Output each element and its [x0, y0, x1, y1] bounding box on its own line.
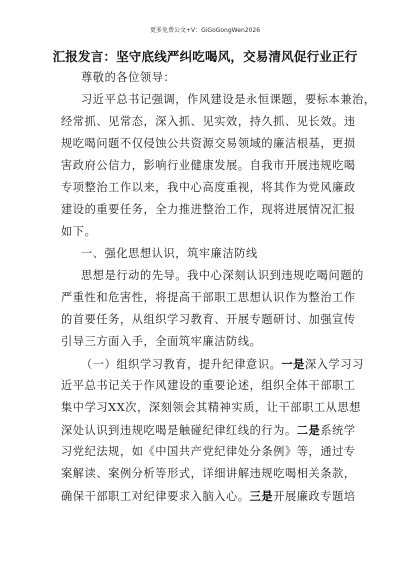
document-body: [61, 67, 376, 507]
paragraph-subsection1: [61, 353, 364, 507]
paragraph-line: [61, 485, 356, 507]
paragraph-intro: [61, 89, 376, 243]
text-span: 深入学习习: [304, 358, 364, 371]
paragraph-line: 建设的重要任务，全力推进整治工作，现将进展情况汇报: [61, 203, 356, 216]
paragraph-line: 害政府公信力，影响行业健康发展。自我市开展违规吃喝: [61, 159, 356, 172]
text-span: 开展廉政专题培: [273, 490, 356, 503]
paragraph-line: 专项整治工作以来，我中心高度重视，将其作为党风廉政: [61, 181, 356, 194]
bold-marker: 二是: [296, 423, 321, 437]
paragraph-line: 习近平总书记强调，作风建设是永恒课题，要标本兼治，: [81, 93, 376, 106]
salutation: 尊敬的各位领导：: [81, 71, 176, 84]
paragraph-line: 如下。: [61, 225, 97, 238]
subsection-heading: （一）组织学习教育，提升纪律意识。: [81, 358, 282, 371]
paragraph-section1: [61, 265, 364, 353]
paragraph-line: [61, 353, 364, 375]
paragraph-line: 集中学习XX次，深刻领会其精神实质，让干部职工从思想: [61, 401, 362, 414]
text-span: 深处认识到违规吃喝是触碰纪律红线的行为。: [61, 424, 297, 437]
paragraph-line: 严重性和危害性，将提高干部职工思想认识作为整治工作: [61, 291, 356, 304]
paragraph-line: [61, 419, 356, 441]
bold-marker: 一是: [281, 357, 305, 371]
bold-marker: 三是: [249, 489, 274, 503]
document-title: 汇报发言：坚守底线严纠吃喝风，交易清风促行业正行: [52, 49, 358, 64]
paragraph-line: 规吃喝问题不仅侵蚀公共资源交易领域的廉洁根基，更损: [61, 137, 356, 150]
paragraph-line: 经常抓、见常态，深入抓、见实效，持久抓、见长效。违: [61, 115, 356, 128]
paragraph-line: 近平总书记关于作风建设的重要论述，组织全体干部职工: [61, 379, 356, 392]
paragraph-line: 习党纪法规，如《中国共产党纪律处分条例》等，通过专: [61, 445, 356, 458]
paragraph-line: 案解读、案例分析等形式，详细讲解违规吃喝相关条款，: [61, 467, 356, 480]
paragraph-line: 思想是行动的先导。我中心深刻认识到违规吃喝问题的: [81, 269, 364, 282]
paragraph-line: 引导三方面入手，全面筑牢廉洁防线。: [61, 335, 262, 348]
text-span: 系统学: [320, 424, 356, 437]
paragraph-line: 的首要任务，从组织学习教育、开展专题研讨、加强宣传: [61, 313, 356, 326]
page-header-watermark: 更多免费公文+V：GiGoGongWen2026: [149, 27, 261, 34]
text-span: 确保干部职工对纪律要求入脑入心。: [61, 490, 250, 503]
section-heading: 一、强化思想认识，筑牢廉洁防线: [81, 247, 258, 260]
